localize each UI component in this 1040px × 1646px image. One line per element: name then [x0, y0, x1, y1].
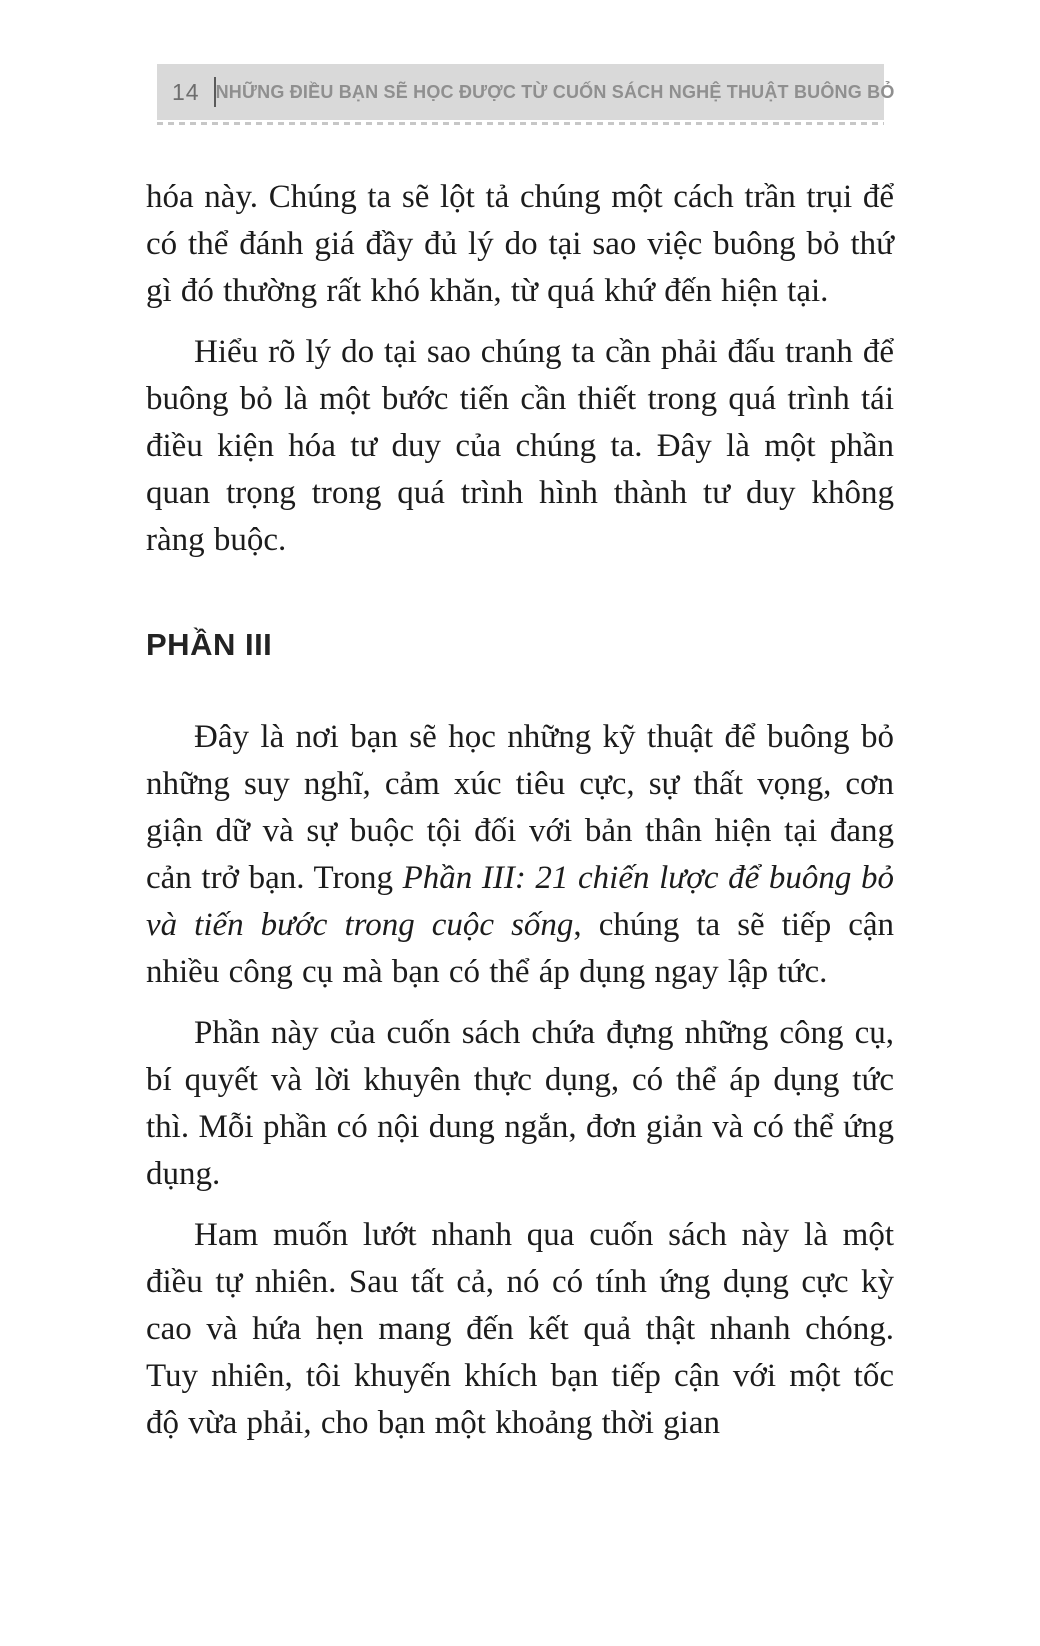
paragraph-text: Đây là nơi bạn sẽ học những kỹ thuật để buông bỏ những suy nghĩ, cảm xúc tiêu cực, sự thất vọng, cơn giận dữ và sự buộc tội đối với bản thân hiện tại đang cản trở bạn. Trong — [146, 719, 894, 896]
paragraph: Ham muốn lướt nhanh qua cuốn sách này là một điều tự nhiên. Sau tất cả, nó có tính ứng dụng cực kỳ cao và hứa hẹn mang đến kết quả thật nhanh chóng. Tuy nhiên, tôi khuyến khích bạn tiếp cận với một tốc độ vừa phải, cho bạn một khoảng thời gian — [146, 1217, 894, 1441]
paragraph-continued: hóa này. Chúng ta sẽ lột tả chúng một cách trần trụi để có thể đánh giá đầy đủ lý do tại sao việc buông bỏ thứ gì đó thường rất khó khăn, từ quá khứ đến hiện tại. — [146, 179, 894, 309]
running-title: NHỮNG ĐIỀU BẠN SẼ HỌC ĐƯỢC TỪ CUỐN SÁCH NGHỆ THUẬT BUÔNG BỎ — [215, 81, 895, 102]
paragraph: Hiểu rõ lý do tại sao chúng ta cần phải đấu tranh để buông bỏ là một bước tiến cần thiết trong quá trình tái điều kiện hóa tư duy của chúng ta. Đây là một phần quan trọng trong quá trình hình thành tư duy không ràng buộc. — [146, 334, 894, 558]
body-text-column — [146, 0, 894, 1447]
page-number: 14 — [172, 78, 200, 105]
paragraph-text: , chúng ta sẽ tiếp cận nhiều công cụ mà bạn có thể áp dụng ngay lập tức. — [146, 907, 895, 990]
paragraph — [146, 714, 894, 996]
section-heading: PHẦN III — [146, 627, 273, 662]
book-title-italic: Phần III: 21 chiến lược để buông bỏ và tiến bước trong cuộc sống — [146, 860, 894, 943]
paragraph: Phần này của cuốn sách chứa đựng những công cụ, bí quyết và lời khuyên thực dụng, có thể áp dụng tức thì. Mỗi phần có nội dung ngắn, đơn giản và có thể ứng dụng. — [146, 1015, 894, 1192]
